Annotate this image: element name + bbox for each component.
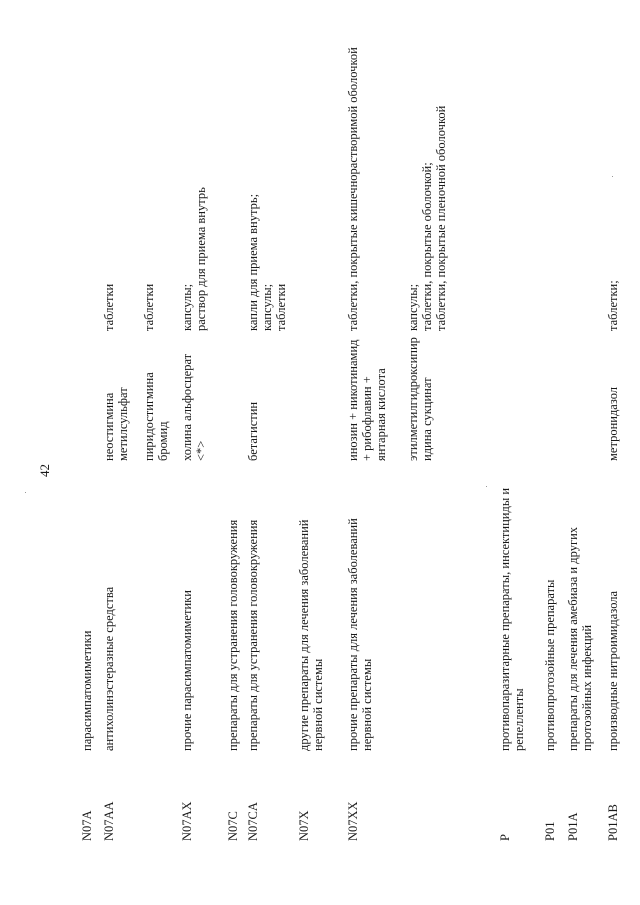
drug-name-text: янтарная кислота xyxy=(374,368,388,461)
drug-name-text: этилметилгидроксипир xyxy=(406,337,420,461)
atc-code-cell xyxy=(246,751,260,841)
drug-name-text: идина сукцинат xyxy=(420,377,434,461)
group-name-cell xyxy=(543,461,557,751)
atc-code-cell xyxy=(606,751,620,841)
atc-code-text: N07XX xyxy=(346,801,360,841)
atc-code-text: N07C xyxy=(226,811,240,841)
drug-name-text: инозин + никотинамид xyxy=(346,339,360,461)
group-name-text: препараты для лечения амебиаза и других xyxy=(566,526,580,751)
atc-code-text: P01AB xyxy=(606,804,620,841)
dosage-forms-text: капли для приема внутрь; xyxy=(246,193,260,331)
dosage-forms-text: таблетки xyxy=(274,283,288,331)
page-number: 42 xyxy=(37,464,52,477)
drug-name-cell xyxy=(142,336,170,461)
atc-code-text: N07AA xyxy=(102,801,116,841)
group-name-text: репелленты xyxy=(512,688,526,751)
group-name-text: прочие парасимпатомиметики xyxy=(180,590,194,751)
drug-name-cell xyxy=(346,336,388,461)
atc-code-text: P xyxy=(498,834,512,841)
atc-code-cell xyxy=(80,751,94,841)
drug-name-cell xyxy=(246,336,260,461)
atc-code-cell xyxy=(226,751,240,841)
drug-name-text: метронидазол xyxy=(606,386,620,461)
atc-code-text: N07CA xyxy=(246,802,260,841)
drug-name-text: неостигмина xyxy=(102,392,116,461)
dosage-forms-cell xyxy=(346,1,360,331)
drug-name-text: пиридостигмина xyxy=(142,372,156,461)
group-name-text: протозойных инфекций xyxy=(580,624,594,751)
group-name-cell xyxy=(297,461,325,751)
group-name-cell xyxy=(606,461,620,751)
group-name-cell xyxy=(80,461,94,751)
atc-code-text: P01 xyxy=(543,821,557,841)
dosage-forms-cell xyxy=(406,1,448,331)
drug-name-text: метилсульфат xyxy=(116,387,130,461)
atc-code-text: P01A xyxy=(566,812,580,841)
dosage-forms-text: таблетки xyxy=(142,283,156,331)
drug-name-text: <*> xyxy=(194,440,208,461)
group-name-text: антихолинэстеразные средства xyxy=(102,586,116,751)
atc-code-text: N07A xyxy=(80,810,94,841)
dosage-forms-text: таблетки; xyxy=(606,280,620,331)
group-name-cell xyxy=(566,461,594,751)
drug-name-cell xyxy=(406,336,434,461)
dosage-forms-cell xyxy=(180,1,208,331)
group-name-text: парасимпатомиметики xyxy=(80,630,94,751)
dosage-forms-text: таблетки, покрытые оболочкой; xyxy=(420,162,434,331)
drug-name-text: бромид xyxy=(156,421,170,461)
dosage-forms-text: раствор для приема внутрь xyxy=(194,187,208,331)
group-name-cell xyxy=(498,461,526,751)
dosage-forms-text: капсулы; xyxy=(260,283,274,331)
group-name-text: прочие препараты для лечения заболеваний xyxy=(346,518,360,751)
group-name-cell xyxy=(246,461,260,751)
dosage-forms-cell xyxy=(246,1,288,331)
atc-code-cell xyxy=(180,751,194,841)
group-name-text: противопротозойные препараты xyxy=(543,579,557,751)
group-name-text: противопаразитарные препараты, инсектициды и xyxy=(498,487,512,751)
dosage-forms-cell xyxy=(102,1,116,331)
atc-code-cell xyxy=(566,751,580,841)
dosage-forms-text: таблетки, покрытые кишечнорастворимой оболочкой xyxy=(346,47,360,331)
atc-code-cell xyxy=(346,751,360,841)
dosage-forms-cell xyxy=(606,1,620,331)
atc-code-cell xyxy=(297,751,311,841)
atc-code-text: N07X xyxy=(297,810,311,841)
dosage-forms-text: таблетки xyxy=(102,283,116,331)
group-name-text: нервной системы xyxy=(311,658,325,751)
group-name-text: препараты для устранения головокружения xyxy=(226,519,240,751)
group-name-text: производные нитроимидазола xyxy=(606,590,620,751)
group-name-cell xyxy=(102,461,116,751)
atc-code-text: N07AX xyxy=(180,801,194,841)
group-name-cell xyxy=(346,461,374,751)
dosage-forms-cell xyxy=(142,1,156,331)
group-name-cell xyxy=(226,461,240,751)
dosage-forms-text: капсулы; xyxy=(406,283,420,331)
scan-speck xyxy=(612,176,613,177)
group-name-cell xyxy=(180,461,194,751)
scan-speck xyxy=(486,486,487,487)
dosage-forms-text: таблетки, покрытые пленочной оболочкой xyxy=(434,105,448,331)
drug-name-text: + рибофлавин + xyxy=(360,376,374,461)
drug-name-text: бетагистин xyxy=(246,401,260,461)
atc-code-cell xyxy=(102,751,116,841)
atc-code-cell xyxy=(498,751,512,841)
scan-speck xyxy=(25,492,26,493)
dosage-forms-text: капсулы; xyxy=(180,283,194,331)
group-name-text: нервной системы xyxy=(360,658,374,751)
atc-code-cell xyxy=(543,751,557,841)
drug-name-cell xyxy=(180,336,208,461)
drug-name-cell xyxy=(102,336,130,461)
group-name-text: другие препараты для лечения заболеваний xyxy=(297,519,311,751)
group-name-text: препараты для устранения головокружения xyxy=(246,519,260,751)
drug-name-text: холина альфосцерат xyxy=(180,353,194,461)
drug-name-cell xyxy=(606,336,620,461)
